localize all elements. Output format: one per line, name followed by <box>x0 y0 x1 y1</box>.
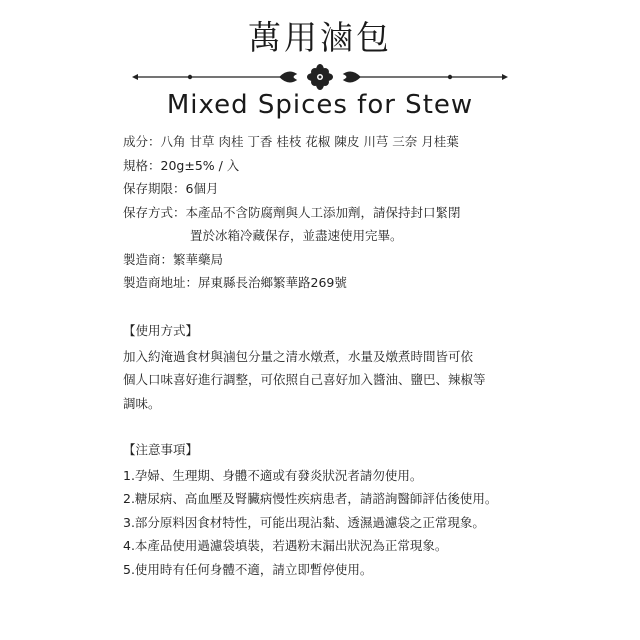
usage-heading: 【使用方式】 <box>123 323 199 338</box>
maker: 製造商：繁華藥局 <box>123 251 224 267</box>
spec: 規格：20g±5% / 入 <box>123 157 240 173</box>
product-info <box>123 130 523 295</box>
usage-line: 個人口味喜好進行調整，可依照自己喜好加入醬油、鹽巴、辣椒等 <box>123 372 486 387</box>
note-item: 4.本產品使用過濾袋填裝，若遇粉末漏出狀況為正常現象。 <box>123 538 448 553</box>
usage-section <box>123 319 523 415</box>
flower-ornament-icon <box>130 64 510 90</box>
note-item: 1.孕婦、生理期、身體不適或有發炎狀況者請勿使用。 <box>123 467 423 483</box>
product-title-en: Mixed Spices for Stew <box>166 90 474 120</box>
note-item: 2.糖尿病、高血壓及腎臟病慢性疾病患者，請諮詢醫師評估後使用。 <box>123 491 498 506</box>
storage-line-2: 置於冰箱冷藏保存，並盡速使用完畢。 <box>190 228 403 243</box>
notes-section <box>123 438 523 581</box>
shelf-life: 保存期限：6個月 <box>123 181 219 196</box>
storage-line-1: 保存方式：本產品不含防腐劑與人工添加劑，請保持封口緊閉 <box>123 204 461 220</box>
usage-line: 加入約淹過食材與滷包分量之清水燉煮，水量及燉煮時間皆可依 <box>123 348 474 364</box>
maker-address: 製造商地址：屏東縣長治鄉繁華路269號 <box>123 275 347 290</box>
usage-line: 調味。 <box>123 395 161 411</box>
note-item: 5.使用時有任何身體不適，請立即暫停使用。 <box>123 561 373 577</box>
notes-heading: 【注意事項】 <box>123 442 199 457</box>
ingredients: 成分：八角 甘草 肉桂 丁香 桂枝 花椒 陳皮 川芎 三奈 月桂葉 <box>123 134 459 149</box>
note-item: 3.部分原料因食材特性，可能出現沾黏、透濕過濾袋之正常現象。 <box>123 514 485 530</box>
product-title-zh: 萬用滷包 <box>248 18 392 57</box>
